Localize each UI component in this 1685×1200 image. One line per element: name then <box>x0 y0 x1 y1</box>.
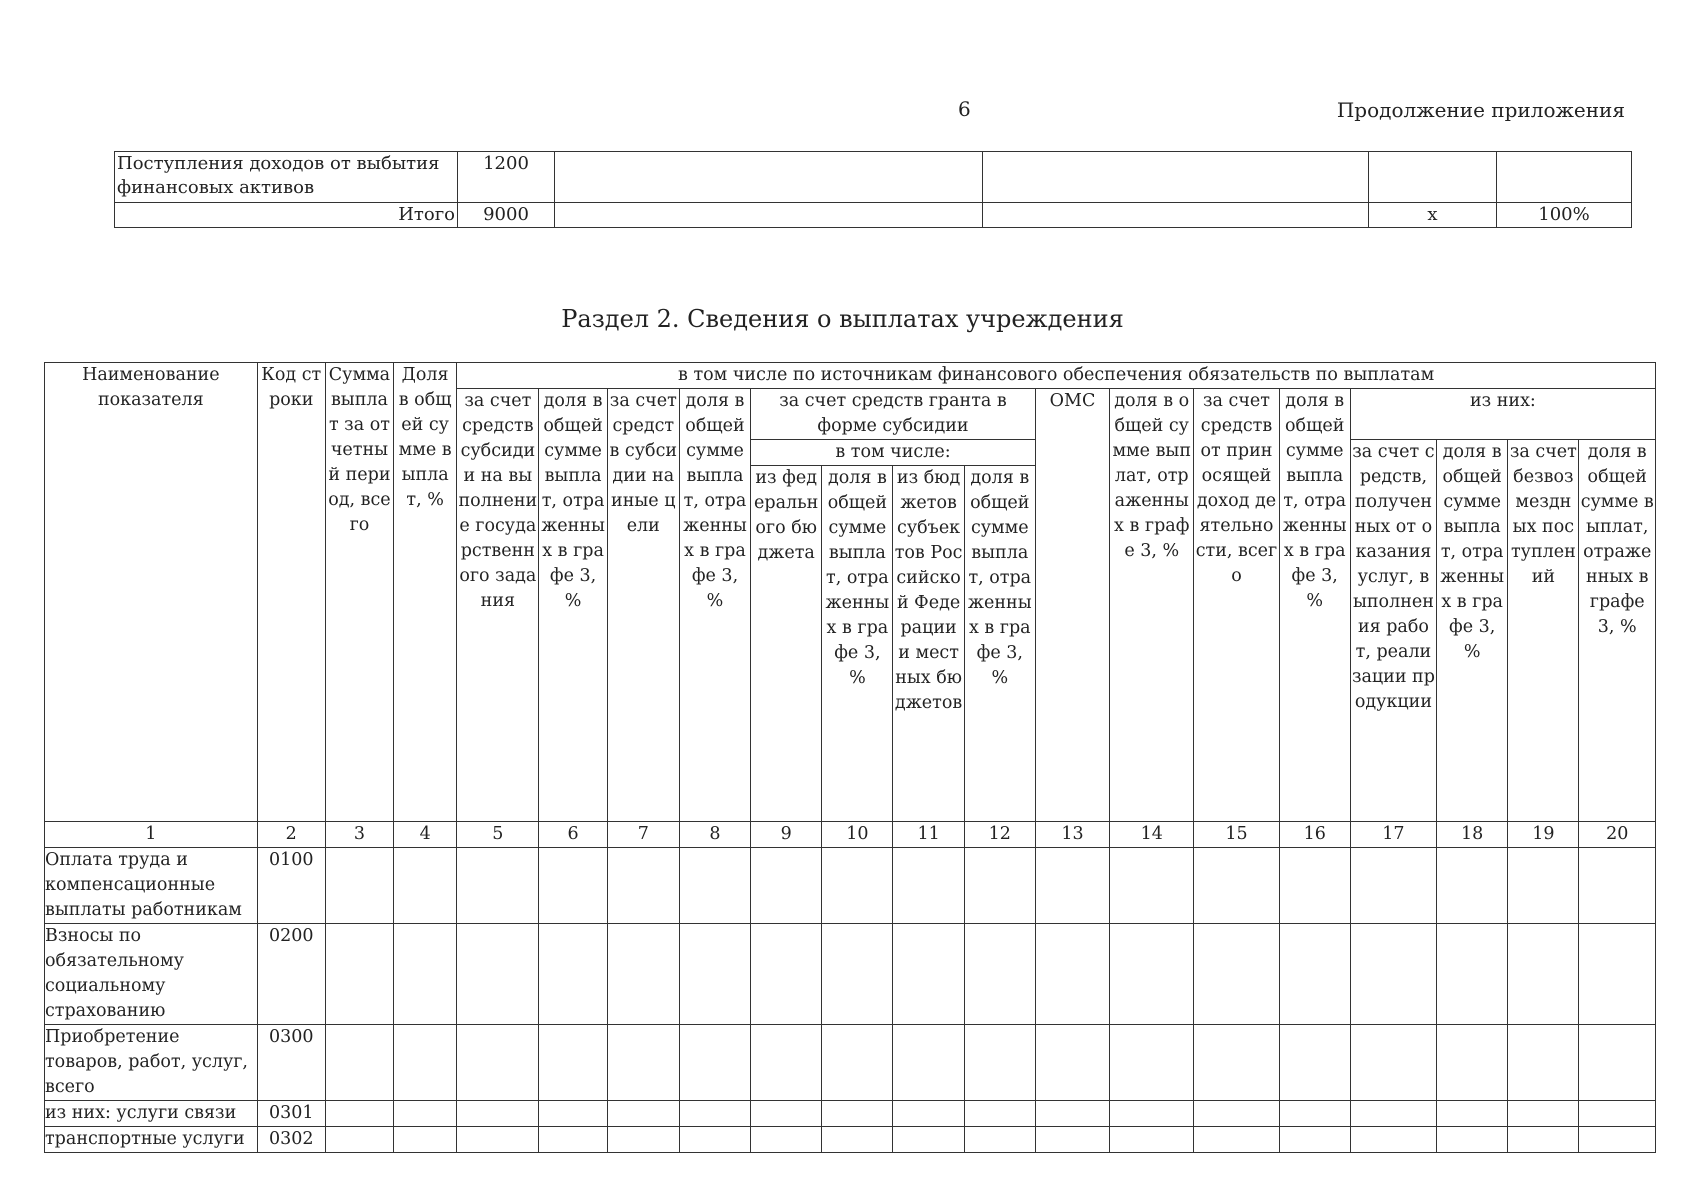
cell <box>1497 152 1632 203</box>
header-income: за счет средств от приносящей доход деятельности, всего <box>1194 389 1279 822</box>
col-num: 2 <box>257 822 325 848</box>
header-income-share: доля в общей сумме выплат, отраженных в графе 3, % <box>1279 389 1350 822</box>
header-row <box>45 363 1656 389</box>
row-name: Взносы по обязательному социальному страхованию <box>45 924 258 1025</box>
col-num: 4 <box>394 822 457 848</box>
row-name: Оплата труда и компенсационные выплаты работникам <box>45 848 258 924</box>
row-name: транспортные услуги <box>45 1127 258 1153</box>
row-code: 0302 <box>257 1127 325 1153</box>
header-regional: из бюджетов субъектов Российской Федерации и местных бюджетов <box>893 466 964 822</box>
col-num: 17 <box>1350 822 1436 848</box>
header-federal-share: доля в общей сумме выплат, отраженных в графе 3, % <box>822 466 893 822</box>
cell: 100% <box>1497 203 1632 228</box>
header-state-task: за счет средств субсидии на выполнение государственного задания <box>457 389 539 822</box>
row-code: 0200 <box>257 924 325 1025</box>
col-num: 7 <box>607 822 679 848</box>
table-row <box>45 924 1656 1025</box>
header-oms-share: доля в общей сумме выплат, отраженных в графе 3, % <box>1110 389 1194 822</box>
header-code: Код строки <box>257 363 325 822</box>
row-code: 1200 <box>458 152 555 203</box>
col-num: 13 <box>1035 822 1109 848</box>
cell <box>555 152 983 203</box>
table-row <box>115 203 1632 228</box>
payments-table <box>44 362 1656 1153</box>
row-name: из них: услуги связи <box>45 1101 258 1127</box>
header-grant-incl: в том числе: <box>751 440 1036 466</box>
page-number: 6 <box>958 97 971 121</box>
column-numbers-row <box>45 822 1656 848</box>
col-num: 20 <box>1579 822 1656 848</box>
row-code: 9000 <box>458 203 555 228</box>
header-of-them: из них: <box>1350 389 1655 440</box>
col-num: 16 <box>1279 822 1350 848</box>
table-row <box>115 152 1632 203</box>
col-num: 3 <box>325 822 393 848</box>
header-other-subsidy: за счет средств субсидии на иные цели <box>607 389 679 822</box>
header-federal: из федерального бюджета <box>751 466 822 822</box>
col-num: 11 <box>893 822 964 848</box>
cell <box>983 203 1369 228</box>
row-code: 0301 <box>257 1101 325 1127</box>
top-table <box>114 151 1632 228</box>
continuation-label: Продолжение приложения <box>1336 98 1625 122</box>
header-oms: ОМС <box>1035 389 1109 822</box>
header-share: Доля в общей сумме выплат, % <box>394 363 457 822</box>
col-num: 18 <box>1437 822 1508 848</box>
col-num: 14 <box>1110 822 1194 848</box>
header-state-task-share: доля в общей сумме выплат, отраженных в графе 3, % <box>539 389 607 822</box>
total-label: Итого <box>115 203 458 228</box>
col-num: 5 <box>457 822 539 848</box>
header-other-subsidy-share: доля в общей сумме выплат, отраженных в графе 3, % <box>679 389 750 822</box>
col-num: 9 <box>751 822 822 848</box>
col-num: 12 <box>964 822 1035 848</box>
header-services-share: доля в общей сумме выплат, отраженных в графе 3, % <box>1437 440 1508 822</box>
col-num: 10 <box>822 822 893 848</box>
header-gratuitous: за счет безвозмездных поступлений <box>1508 440 1579 822</box>
header-grant: за счет средств гранта в форме субсидии <box>751 389 1036 440</box>
header-gratuitous-share: доля в общей сумме выплат, отраженных в графе 3, % <box>1579 440 1656 822</box>
cell <box>983 152 1369 203</box>
col-num: 8 <box>679 822 750 848</box>
col-num: 19 <box>1508 822 1579 848</box>
col-num: 1 <box>45 822 258 848</box>
table-row <box>45 1101 1656 1127</box>
header-name: Наименование показателя <box>45 363 258 822</box>
table-row <box>45 1025 1656 1101</box>
table-row <box>45 848 1656 924</box>
row-code: 0100 <box>257 848 325 924</box>
row-name: Приобретение товаров, работ, услуг, всего <box>45 1025 258 1101</box>
cell <box>555 203 983 228</box>
header-regional-share: доля в общей сумме выплат, отраженных в графе 3, % <box>964 466 1035 822</box>
table-row <box>45 1127 1656 1153</box>
cell <box>1369 152 1497 203</box>
cell: х <box>1369 203 1497 228</box>
header-services: за счет средств, полученных от оказания услуг, выполнения работ, реализации продукции <box>1350 440 1436 822</box>
header-sources: в том числе по источникам финансового обеспечения обязательств по выплатам <box>457 363 1656 389</box>
row-code: 0300 <box>257 1025 325 1101</box>
header-sum: Сумма выплат за отчетный период, всего <box>325 363 393 822</box>
col-num: 15 <box>1194 822 1279 848</box>
row-name: Поступления доходов от выбытия финансовых активов <box>115 152 458 203</box>
col-num: 6 <box>539 822 607 848</box>
section-title: Раздел 2. Сведения о выплатах учреждения <box>561 305 1124 333</box>
